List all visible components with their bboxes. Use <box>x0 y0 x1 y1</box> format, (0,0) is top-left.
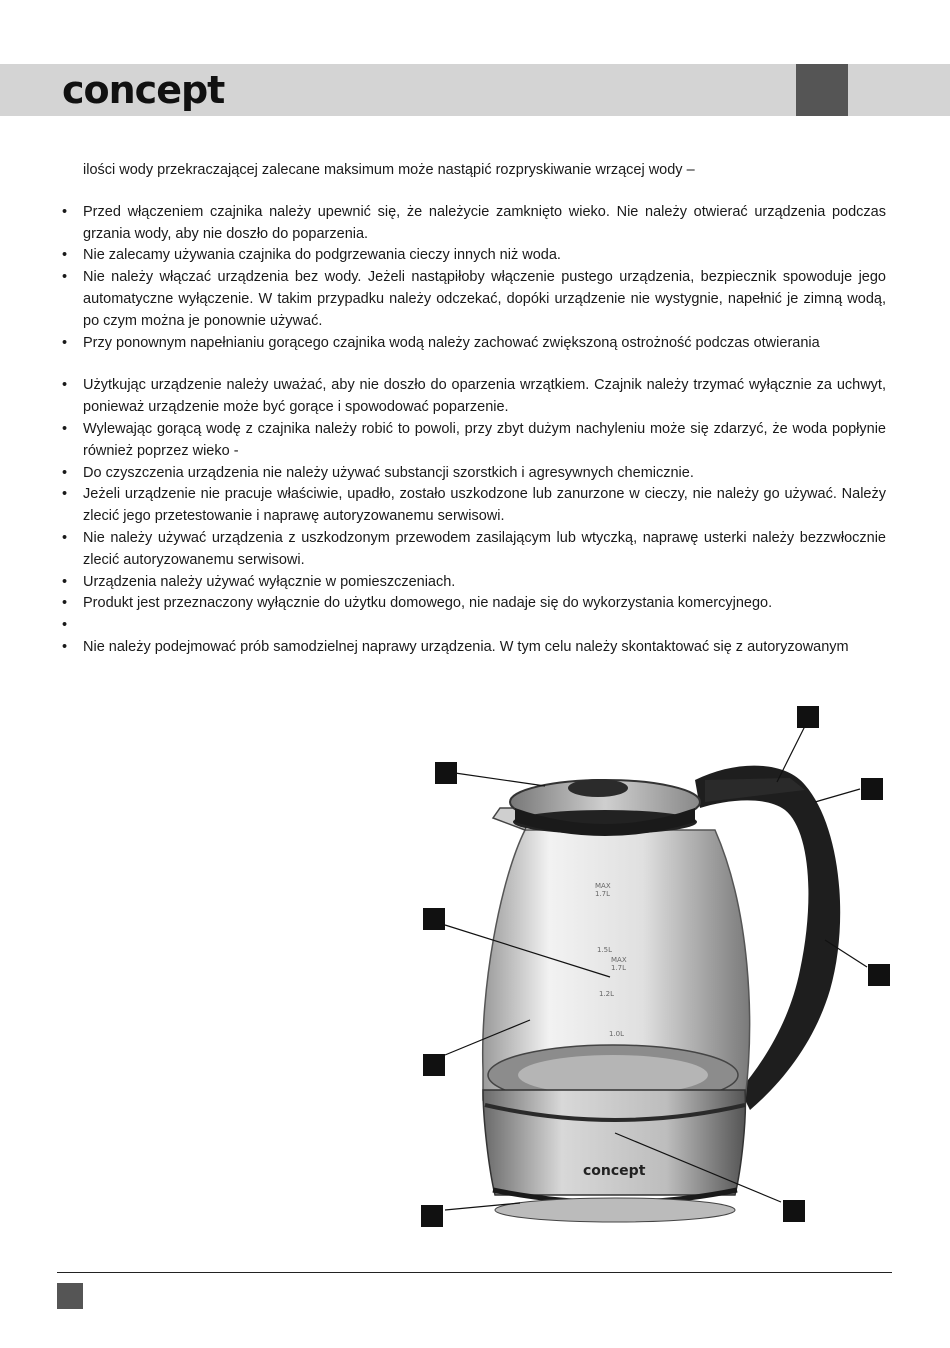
list-item: • Wylewając gorącą wodę z czajnika należy robić to powoli, przy zbyt dużym nachyleniu może się zdarzyć, że woda popłynie również poprzez wieko - <box>62 419 886 463</box>
header-page-marker <box>796 64 848 116</box>
list-item: • Użytkując urządzenie należy uważać, aby nie doszło do oparzenia wrzątkiem. Czajnik należy trzymać wyłącznie za uchwyt, ponieważ urządzenie może być gorące i spowodować poparzenie. <box>62 375 886 419</box>
footer-divider <box>57 1272 892 1273</box>
brand-logo: concept <box>62 68 225 112</box>
list-item: • Przy ponownym napełnianiu gorącego czajnika wodą należy zachować zwiększoną ostrożność podczas otwierania <box>62 333 886 355</box>
kettle-illustration <box>405 690 905 1250</box>
callout-marker <box>421 1205 443 1227</box>
list-item: • Nie należy podejmować prób samodzielnej naprawy urządzenia. W tym celu należy skontaktować się z autoryzowanym <box>62 637 886 659</box>
scale-mark: 1.7L <box>595 890 611 898</box>
intro-paragraph: ilości wody przekraczającej zalecane maksimum może nastąpić rozpryskiwanie wrzącej wody – <box>83 162 695 178</box>
list-item: • Nie należy włączać urządzenia bez wody. Jeżeli nastąpiłoby włączenie pustego urządzenia, bezpiecznik spowoduje jego automatyczne wyłączenie. W takim przypadku należy odczekać, dopóki urządzenie nie wystygnie, napełnić je zimną wodą, po czym można je ponownie używać. <box>62 267 886 332</box>
list-item: • Jeżeli urządzenie nie pracuje właściwie, upadło, zostało uszkodzone lub zanurzone w cieczy, nie należy go używać. Należy zlecić jego przetestowanie i naprawę autoryzowanemu serwisowi. <box>62 484 886 528</box>
footer-page-marker <box>57 1283 83 1309</box>
callout-marker <box>423 1054 445 1076</box>
scale-mark: MAX <box>595 882 611 890</box>
list-item: • Produkt jest przeznaczony wyłącznie do użytku domowego, nie nadaje się do wykorzystania komercyjnego. <box>62 593 886 615</box>
document-body <box>62 160 886 659</box>
scale-mark: 1.7L <box>611 964 627 972</box>
list-item: • Przed włączeniem czajnika należy upewnić się, że należycie zamknięto wieko. Nie należy otwierać urządzenia podczas grzania wody, aby nie doszło do poparzenia. <box>62 202 886 246</box>
list-item: • Nie należy używać urządzenia z uszkodzonym przewodem zasilającym lub wtyczką, naprawę usterki należy bezzwłocznie zlecić autoryzowanemu serwisowi. <box>62 528 886 572</box>
callout-marker <box>783 1200 805 1222</box>
kettle-diagram <box>405 690 905 1250</box>
callout-marker <box>868 964 890 986</box>
list-item: • Urządzenia należy używać wyłącznie w pomieszczeniach. <box>62 572 886 594</box>
scale-mark: 1.0L <box>609 1030 625 1038</box>
scale-mark: 1.2L <box>599 990 615 998</box>
list-item <box>62 615 886 637</box>
kettle-brand-logo: concept <box>583 1163 646 1179</box>
list-item: • Nie zalecamy używania czajnika do podgrzewania cieczy innych niż woda. <box>62 245 886 267</box>
callout-marker <box>435 762 457 784</box>
scale-mark: MAX <box>611 956 627 964</box>
callout-marker <box>861 778 883 800</box>
steel-base <box>483 1090 745 1195</box>
scale-mark: 1.5L <box>597 946 613 954</box>
list-item: • Do czyszczenia urządzenia nie należy używać substancji szorstkich i agresywnych chemicznie. <box>62 463 886 485</box>
callout-marker <box>797 706 819 728</box>
callout-marker <box>423 908 445 930</box>
safety-instructions-list <box>62 202 886 659</box>
